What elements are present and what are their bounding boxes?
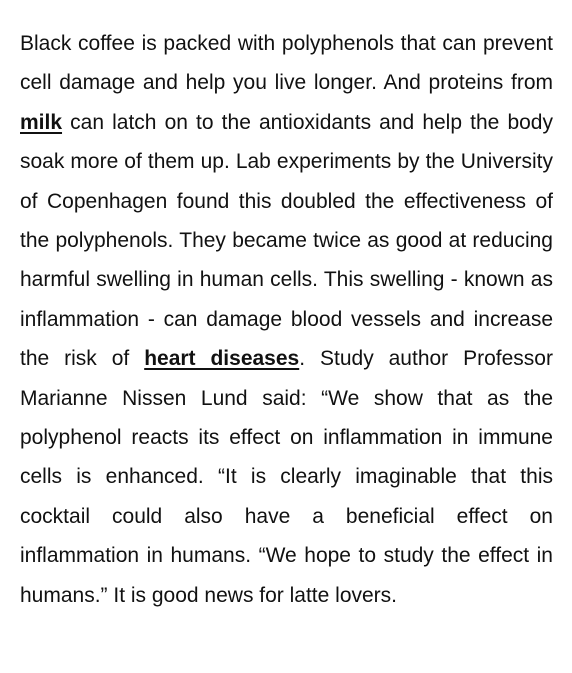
article-text-part-3: . Study author Professor Marianne Nissen Lund said: “We show that as the polyphenol reacts its effect on inflammation in immune cells is enhanced. “It is clearly imaginable that this cocktail could also have a beneficial effect on inflammation in humans. “We hope to study the effect in humans.” It is good news for latte lovers. [20, 347, 553, 607]
article-text-part-1: Black coffee is packed with polyphenols that can prevent cell damage and help you live longer. And proteins from [20, 32, 553, 95]
milk-link[interactable]: milk [20, 110, 63, 134]
article-text-part-2: can latch on to the antioxidants and help the body soak more of them up. Lab experiments by the University of Copenhagen found this doubled the effectiveness of the polyphenols. They became twice as good at reducing harmful swelling in human cells. This swelling - known as inflammation - can damage blood vessels and increase the risk of [20, 110, 553, 371]
article-paragraph [20, 24, 553, 615]
heart-diseases-link[interactable]: heart diseases [144, 347, 300, 371]
